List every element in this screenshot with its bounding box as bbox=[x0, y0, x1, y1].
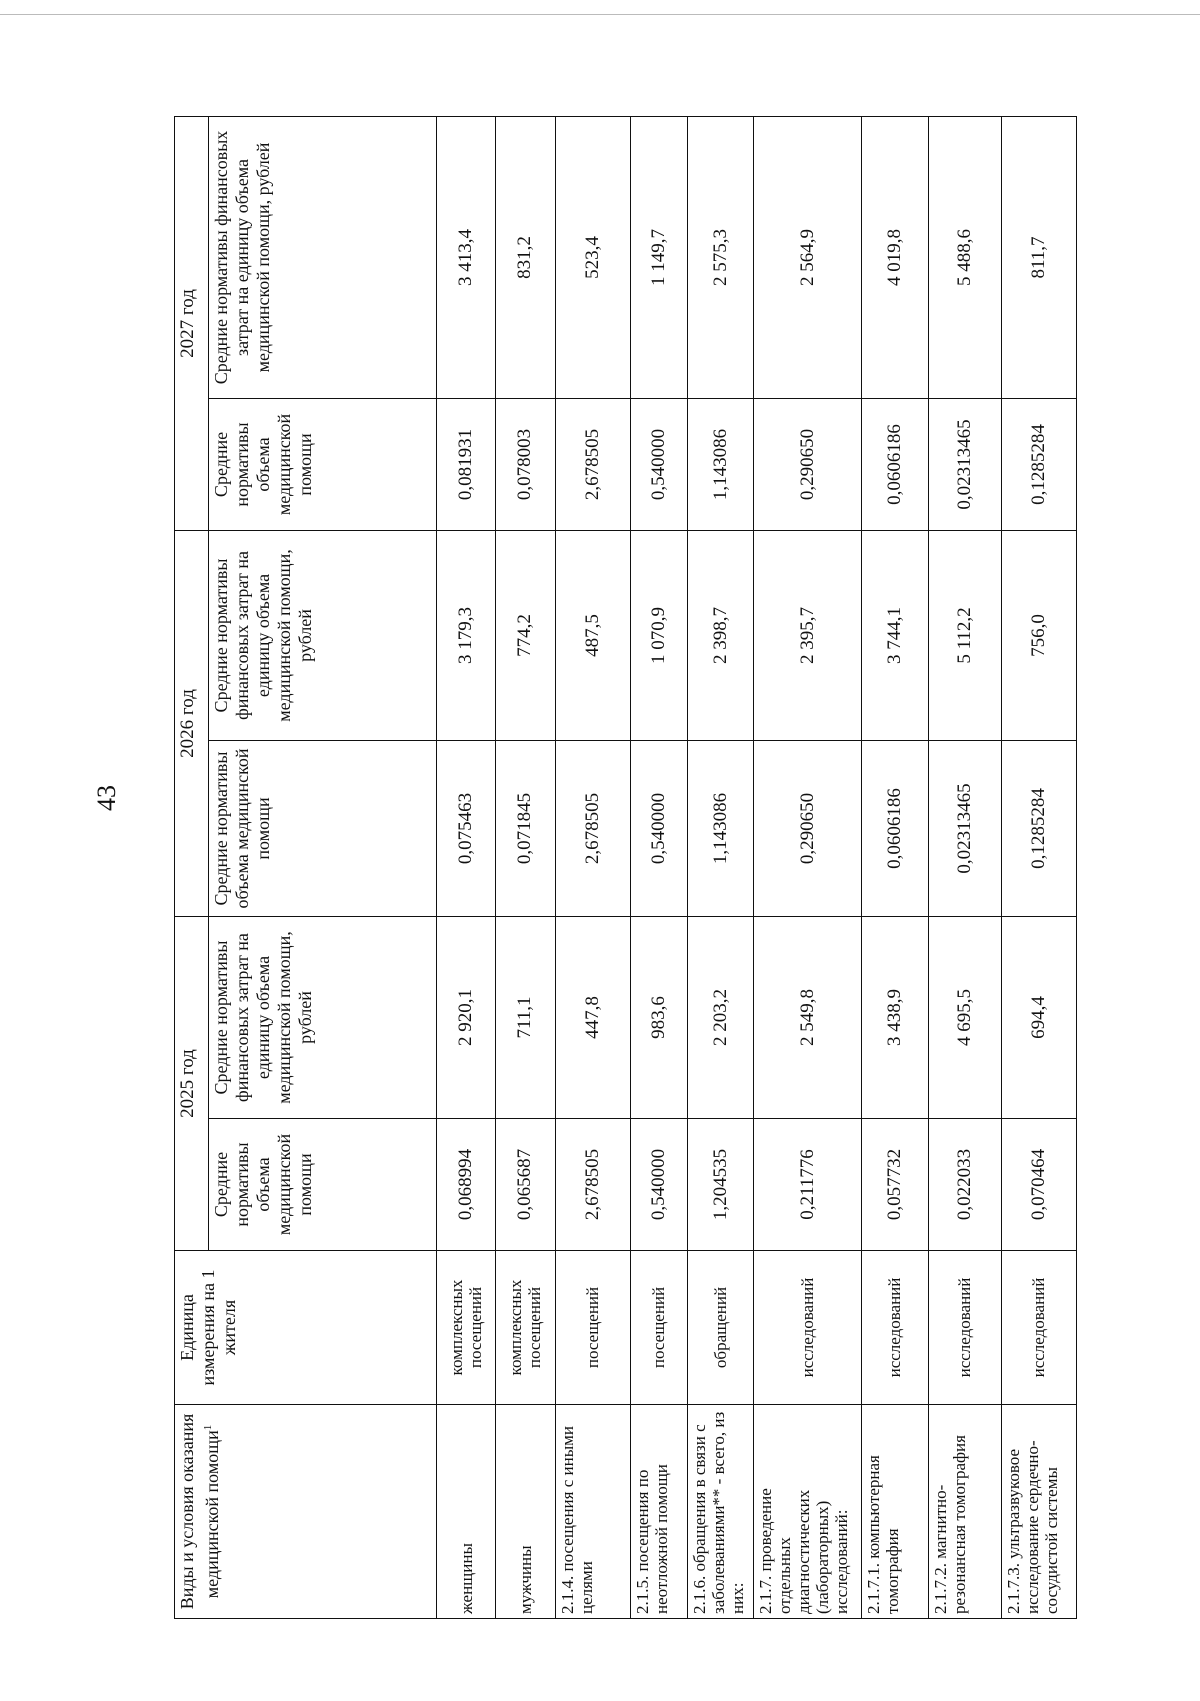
cell-volume-2025: 0,057732 bbox=[861, 1119, 928, 1251]
header-cost-2026: Средние нормативы финансовых затрат на единицу объема медицинской помощи, рублей bbox=[209, 530, 437, 740]
cell-cost-2027: 3 413,4 bbox=[437, 116, 496, 398]
row-unit: посещений bbox=[630, 1251, 687, 1405]
cell-volume-2027: 0,0606186 bbox=[861, 398, 928, 530]
cell-cost-2026: 756,0 bbox=[1001, 530, 1076, 740]
cell-cost-2027: 4 019,8 bbox=[861, 116, 928, 398]
row-label: мужчины bbox=[496, 1405, 555, 1619]
cell-cost-2026: 2 395,7 bbox=[754, 530, 862, 740]
cell-volume-2027: 0,540000 bbox=[630, 398, 687, 530]
cell-cost-2027: 811,7 bbox=[1001, 116, 1076, 398]
cell-volume-2026: 0,02313465 bbox=[928, 740, 1001, 916]
cell-cost-2025: 4 695,5 bbox=[928, 916, 1001, 1118]
cell-volume-2026: 0,1285284 bbox=[1001, 740, 1076, 916]
cell-cost-2027: 2 575,3 bbox=[687, 116, 754, 398]
header-cost-2025: Средние нормативы финансовых затрат на единицу объема медицинской помощи, рублей bbox=[209, 916, 437, 1118]
cell-volume-2026: 1,143086 bbox=[687, 740, 754, 916]
cell-volume-2026: 0,540000 bbox=[630, 740, 687, 916]
cell-volume-2025: 0,065687 bbox=[496, 1119, 555, 1251]
cell-cost-2027: 2 564,9 bbox=[754, 116, 862, 398]
row-label: 2.1.5. посещения по неотложной помощи bbox=[630, 1405, 687, 1619]
cell-cost-2026: 2 398,7 bbox=[687, 530, 754, 740]
cell-cost-2025: 3 438,9 bbox=[861, 916, 928, 1118]
row-unit: обращений bbox=[687, 1251, 754, 1405]
table-row bbox=[928, 116, 1001, 1618]
row-unit: исследований bbox=[928, 1251, 1001, 1405]
row-unit: исследований bbox=[754, 1251, 862, 1405]
cell-volume-2026: 0,071845 bbox=[496, 740, 555, 916]
row-unit: посещений bbox=[555, 1251, 630, 1405]
cell-volume-2026: 0,075463 bbox=[437, 740, 496, 916]
cell-cost-2027: 1 149,7 bbox=[630, 116, 687, 398]
header-volume-2027: Средние нормативы объема медицинской помощи bbox=[209, 398, 437, 530]
row-label: 2.1.6. обращения в связи с заболеваниями** - всего, из них: bbox=[687, 1405, 754, 1619]
table-row bbox=[1001, 116, 1076, 1618]
header-year-2026: 2026 год bbox=[175, 530, 209, 916]
row-unit: исследований bbox=[1001, 1251, 1076, 1405]
table-row bbox=[687, 116, 754, 1618]
cell-cost-2025: 711,1 bbox=[496, 916, 555, 1118]
cell-cost-2025: 2 203,2 bbox=[687, 916, 754, 1118]
table-row bbox=[496, 116, 555, 1618]
header-year-2025: 2025 год bbox=[175, 916, 209, 1250]
cell-cost-2026: 774,2 bbox=[496, 530, 555, 740]
header-type-footnote: 1 bbox=[202, 1424, 214, 1431]
rotated-table-sheet bbox=[174, 117, 1077, 1619]
cell-cost-2026: 5 112,2 bbox=[928, 530, 1001, 740]
cell-cost-2026: 487,5 bbox=[555, 530, 630, 740]
header-year-2027: 2027 год bbox=[175, 116, 209, 530]
cell-volume-2025: 0,211776 bbox=[754, 1119, 862, 1251]
cell-volume-2027: 1,143086 bbox=[687, 398, 754, 530]
cell-volume-2027: 0,081931 bbox=[437, 398, 496, 530]
cell-volume-2026: 2,678505 bbox=[555, 740, 630, 916]
cell-cost-2027: 5 488,6 bbox=[928, 116, 1001, 398]
cell-cost-2026: 1 070,9 bbox=[630, 530, 687, 740]
row-unit: комплексных посещений bbox=[437, 1251, 496, 1405]
cell-volume-2025: 0,022033 bbox=[928, 1119, 1001, 1251]
table-row bbox=[630, 116, 687, 1618]
cell-volume-2027: 0,290650 bbox=[754, 398, 862, 530]
header-cost-2027: Средние нормативы финансовых затрат на единицу объема медицинской помощи, рублей bbox=[209, 116, 437, 398]
cell-volume-2025: 0,068994 bbox=[437, 1119, 496, 1251]
scan-edge bbox=[0, 0, 1200, 15]
cell-volume-2027: 2,678505 bbox=[555, 398, 630, 530]
row-label: 2.1.7.1. компьютерная томография bbox=[861, 1405, 928, 1619]
page-number: 43 bbox=[92, 785, 121, 811]
cell-volume-2025: 2,678505 bbox=[555, 1119, 630, 1251]
cell-cost-2027: 523,4 bbox=[555, 116, 630, 398]
table-row bbox=[555, 116, 630, 1618]
row-label: 2.1.7.2. магнитно-резонансная томография bbox=[928, 1405, 1001, 1619]
header-volume-2025: Средние нормативы объема медицинской помощи bbox=[209, 1119, 437, 1251]
table-row bbox=[861, 116, 928, 1618]
header-type-label: Виды и условия оказания медицинской помощи bbox=[177, 1413, 222, 1610]
row-label: 2.1.7.3. ультразвуковое исследование сердечно-сосудистой системы bbox=[1001, 1405, 1076, 1619]
cell-cost-2025: 983,6 bbox=[630, 916, 687, 1118]
cell-cost-2027: 831,2 bbox=[496, 116, 555, 398]
norms-table bbox=[174, 116, 1077, 1619]
row-unit: исследований bbox=[861, 1251, 928, 1405]
row-label: 2.1.7. проведение отдельных диагностических (лабораторных) исследований: bbox=[754, 1405, 862, 1619]
cell-cost-2026: 3 744,1 bbox=[861, 530, 928, 740]
cell-cost-2025: 2 549,8 bbox=[754, 916, 862, 1118]
cell-volume-2026: 0,290650 bbox=[754, 740, 862, 916]
row-label: 2.1.4. посещения с иными целями bbox=[555, 1405, 630, 1619]
cell-volume-2026: 0,0606186 bbox=[861, 740, 928, 916]
cell-volume-2027: 0,02313465 bbox=[928, 398, 1001, 530]
cell-volume-2025: 1,204535 bbox=[687, 1119, 754, 1251]
header-row-years bbox=[175, 116, 209, 1618]
table-row bbox=[754, 116, 862, 1618]
table-row bbox=[437, 116, 496, 1618]
cell-volume-2027: 0,078003 bbox=[496, 398, 555, 530]
row-unit: комплексных посещений bbox=[496, 1251, 555, 1405]
header-type bbox=[175, 1405, 437, 1619]
cell-cost-2025: 2 920,1 bbox=[437, 916, 496, 1118]
cell-cost-2025: 447,8 bbox=[555, 916, 630, 1118]
header-unit: Единица измерения на 1 жителя bbox=[175, 1251, 437, 1405]
header-volume-2026: Средние нормативы объема медицинской помощи bbox=[209, 740, 437, 916]
cell-volume-2025: 0,540000 bbox=[630, 1119, 687, 1251]
cell-volume-2025: 0,070464 bbox=[1001, 1119, 1076, 1251]
cell-cost-2026: 3 179,3 bbox=[437, 530, 496, 740]
cell-cost-2025: 694,4 bbox=[1001, 916, 1076, 1118]
cell-volume-2027: 0,1285284 bbox=[1001, 398, 1076, 530]
row-label: женщины bbox=[437, 1405, 496, 1619]
